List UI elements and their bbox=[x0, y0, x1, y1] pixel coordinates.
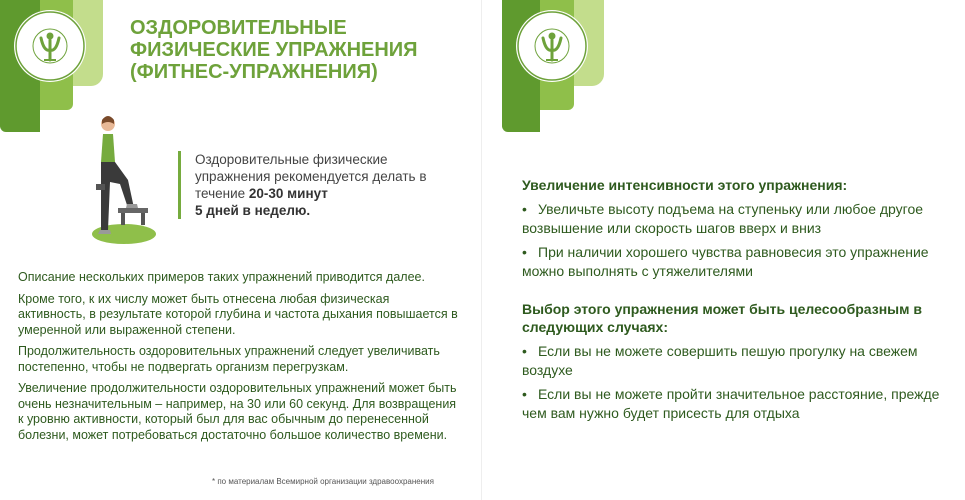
description-text bbox=[18, 270, 458, 449]
bullet: • bbox=[522, 386, 527, 402]
woman-step-exercise-illustration bbox=[88, 112, 158, 247]
section-heading-cases: Выбор этого упражнения может быть целесообразным в следующих случаях: bbox=[522, 301, 922, 335]
callout-frequency: 5 дней в неделю. bbox=[195, 203, 311, 218]
paragraph: Продолжительность оздоровительных упражнений следует увеличивать постепенно, чтобы не подвергать организм перегрузкам. bbox=[18, 344, 440, 374]
bullet: • bbox=[522, 244, 527, 260]
right-page bbox=[482, 0, 965, 500]
figure-tree-logo-icon bbox=[14, 10, 86, 82]
paragraph: Кроме того, к их числу может быть отнесена любая физическая активность, в результате которой глубина и частота дыхания повышается в умеренной или выраженной степени. bbox=[18, 291, 458, 337]
callout-text: Оздоровительные физические упражнения рекомендуется делать в течение bbox=[195, 152, 427, 201]
list-item: • Если вы не можете совершить пешую прогулку на свежем воздухе bbox=[522, 343, 918, 378]
paragraph: Увеличение продолжительности оздоровительных упражнений может быть очень незначительным – например, на 30 или 60 секунд. Для возвращения к уровню активности, который был для вас обычным до перенесенной болезни, может потребоваться достаточно большое количество времени. bbox=[18, 381, 457, 442]
recommendation-callout bbox=[178, 151, 445, 219]
bullet: • bbox=[522, 201, 527, 217]
list-item: • Если вы не можете пройти значительное расстояние, прежде чем вам нужно будет присесть для отдыха bbox=[522, 386, 940, 421]
right-content bbox=[522, 176, 952, 428]
list-item: • При наличии хорошего чувства равновесия это упражнение можно выполнять с утяжелителями bbox=[522, 244, 929, 279]
bullet: • bbox=[522, 343, 527, 359]
org-logo bbox=[14, 10, 86, 82]
figure-tree-logo-icon bbox=[516, 10, 588, 82]
paragraph: Описание нескольких примеров таких упражнений приводится далее. bbox=[18, 270, 425, 284]
section-heading-intensity: Увеличение интенсивности этого упражнения: bbox=[522, 177, 848, 193]
page-title bbox=[130, 17, 470, 83]
title-line: (ФИТНЕС-УПРАЖНЕНИЯ) bbox=[130, 61, 378, 83]
list-item: • Увеличьте высоту подъема на ступеньку или любое другое возвышение или скорость шагов вверх и вниз bbox=[522, 201, 924, 236]
callout-duration: 20-30 минут bbox=[248, 186, 328, 201]
title-line: ОЗДОРОВИТЕЛЬНЫЕ bbox=[130, 17, 347, 39]
left-page bbox=[0, 0, 482, 500]
footnote: * по материалам Всемирной организации здравоохранения bbox=[212, 477, 434, 486]
org-logo bbox=[516, 10, 588, 82]
title-line: ФИЗИЧЕСКИЕ УПРАЖНЕНИЯ bbox=[130, 39, 418, 61]
